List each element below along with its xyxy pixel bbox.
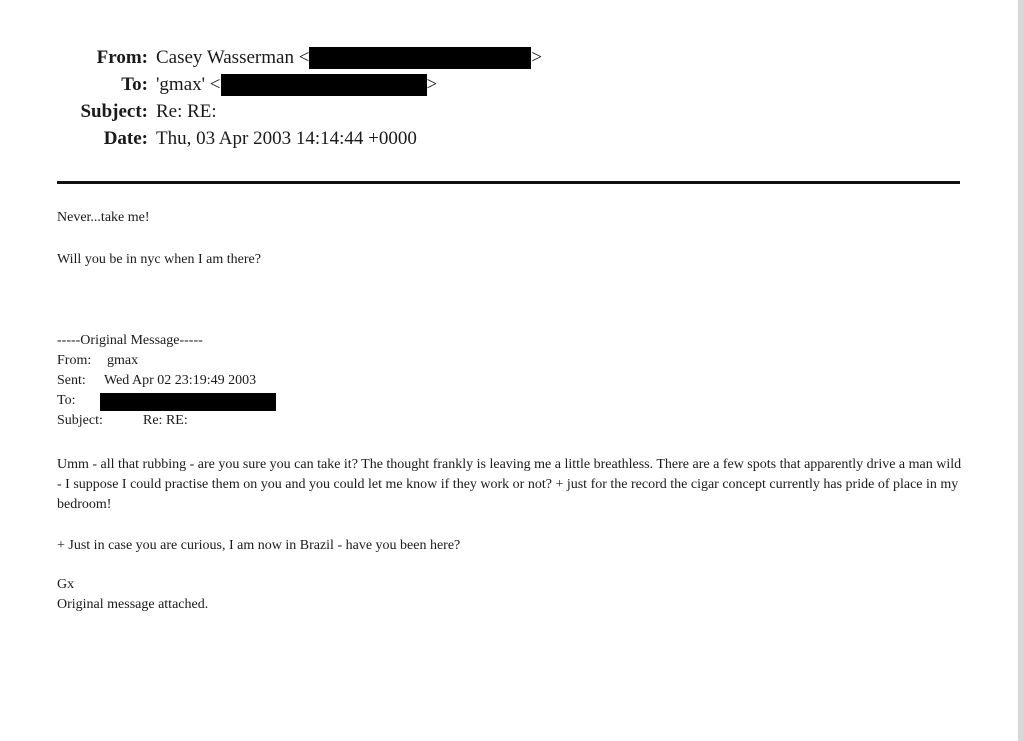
original-subject-value: Re: RE: (143, 413, 188, 428)
page-edge (1018, 0, 1024, 741)
message-paragraph-2: + Just in case you are curious, I am now in Brazil - have you been here? (57, 538, 461, 553)
header-from-label: From: (96, 47, 148, 68)
header-subject-label: Subject: (80, 101, 148, 122)
header-date-value: Thu, 03 Apr 2003 14:14:44 +0000 (156, 128, 417, 149)
header-to-close: > (426, 74, 438, 95)
header-from-value (156, 44, 542, 71)
header-to-label: To: (121, 74, 148, 95)
reply-line-2: Will you be in nyc when I am there? (57, 252, 261, 267)
original-sent-value: Wed Apr 02 23:19:49 2003 (104, 373, 257, 388)
original-marker: -----Original Message----- (57, 333, 203, 348)
original-subject-label: Subject: (57, 413, 103, 428)
redaction-bar (100, 393, 276, 411)
header-divider (57, 181, 960, 184)
reply-line-1: Never...take me! (57, 210, 150, 225)
email-header (0, 44, 760, 152)
redaction-bar (309, 47, 531, 69)
header-subject-row (0, 98, 760, 125)
header-to-value (156, 71, 437, 98)
header-date-row (0, 125, 760, 152)
header-subject-value: Re: RE: (156, 101, 217, 122)
header-to-name: 'gmax' < (156, 74, 221, 95)
header-date-label: Date: (103, 128, 148, 149)
original-sent-label: Sent: (57, 373, 86, 388)
message-signature: Gx (57, 577, 75, 592)
header-from-name: Casey Wasserman < (156, 47, 310, 68)
original-from-value: gmax (107, 353, 139, 368)
attachment-note: Original message attached. (57, 597, 209, 612)
redaction-bar (221, 74, 427, 96)
original-to-label: To: (57, 393, 76, 408)
original-from-label: From: (57, 353, 92, 368)
header-from-close: > (531, 47, 543, 68)
message-paragraph-1: Umm - all that rubbing - are you sure you can take it? The thought frankly is leaving me a little breathless. There are a few spots that apparently drive a man wild - I suppose I could practise them on you and you could let me know if they work or not? + just for the record the cigar concept currently has pride of place in my bedroom! (57, 457, 962, 512)
header-to-row (0, 71, 760, 98)
header-from-row (0, 44, 760, 71)
